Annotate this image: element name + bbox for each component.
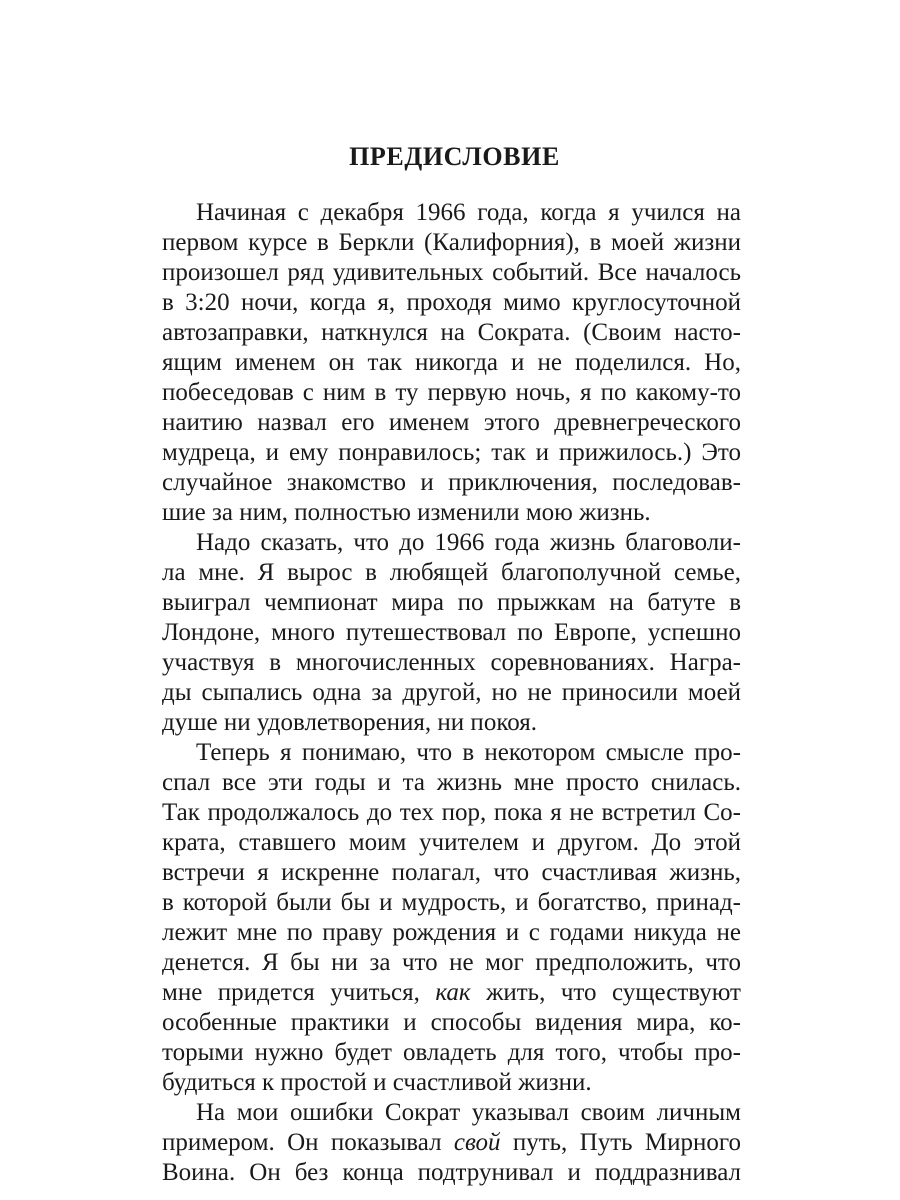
text-line: ла мне. Я вырос в любящей благополучной семье, bbox=[162, 559, 741, 586]
text-line: наитию назвал его именем этого древнегреческого bbox=[162, 409, 741, 436]
text-line: в которой были бы и мудрость, и богатство, принад- bbox=[162, 889, 741, 916]
text-line: побеседовав с ним в ту первую ночь, я по какому-то bbox=[162, 379, 741, 406]
text-line: мудреца, и ему понравилось; так и прижилось.) Это bbox=[162, 439, 741, 466]
text-segment: мне придется учиться, bbox=[162, 979, 436, 1006]
text-line: лежит мне по праву рождения и с годами никуда не bbox=[162, 919, 741, 946]
text-segment: жить, что существуют bbox=[470, 979, 741, 1006]
text-line: Надо сказать, что до 1966 года жизнь благоволи- bbox=[196, 529, 741, 556]
text-line: автозаправки, наткнулся на Сократа. (Своим насто- bbox=[162, 319, 741, 346]
text-line: в 3:20 ночи, когда я, проходя мимо круглосуточной bbox=[162, 289, 741, 316]
text-line: выиграл чемпионат мира по прыжкам на батуте в bbox=[162, 589, 741, 616]
text-segment: примером. Он показывал bbox=[162, 1129, 454, 1156]
text-line: Воина. Он без конца подтрунивал и поддразнивал bbox=[162, 1159, 741, 1186]
text-line: денется. Я бы ни за что не мог предположить, что bbox=[162, 949, 741, 976]
text-segment: путь, Путь Мирного bbox=[500, 1129, 741, 1156]
text-line: Лондоне, много путешествовал по Европе, успешно bbox=[162, 619, 741, 646]
italic-word: как bbox=[435, 979, 471, 1006]
text-line: спал все эти годы и та жизнь мне просто снилась. bbox=[162, 769, 741, 796]
text-line: ды сыпались одна за другой, но не приносили моей bbox=[162, 679, 741, 706]
text-line: будиться к простой и счастливой жизни. bbox=[162, 1069, 592, 1096]
text-line: душе ни удовлетворения, ни покоя. bbox=[162, 709, 537, 736]
text-line: На мои ошибки Сократ указывал своим личным bbox=[196, 1099, 741, 1126]
text-line: встречи я искренне полагал, что счастливая жизнь, bbox=[162, 859, 741, 886]
text-line: торыми нужно будет овладеть для того, чтобы про- bbox=[162, 1039, 741, 1066]
text-line: шие за ним, полностью изменили мою жизнь. bbox=[162, 499, 651, 526]
text-line: крата, ставшего моим учителем и другом. До этой bbox=[162, 829, 741, 856]
text-line: Начиная с декабря 1966 года, когда я учился на bbox=[196, 199, 741, 226]
page-title: ПРЕДИСЛОВИЕ bbox=[349, 142, 560, 171]
text-line: особенные практики и способы видения мира, ко- bbox=[162, 1009, 741, 1036]
text-line: Теперь я понимаю, что в некотором смысле про- bbox=[196, 739, 741, 766]
italic-word: свой bbox=[453, 1129, 501, 1156]
text-line: участвуя в многочисленных соревнованиях. Награ- bbox=[162, 649, 741, 676]
text-line: случайное знакомство и приключения, последовав- bbox=[162, 469, 741, 496]
text-line bbox=[162, 978, 741, 1008]
text-line: ящим именем он так никогда и не поделился. Но, bbox=[162, 349, 741, 376]
text-line bbox=[162, 1128, 741, 1158]
text-line: первом курсе в Беркли (Калифорния), в моей жизни bbox=[162, 229, 741, 256]
text-line: произошел ряд удивительных событий. Все началось bbox=[162, 259, 741, 286]
text-line: Так продолжалось до тех пор, пока я не встретил Со- bbox=[162, 799, 741, 826]
